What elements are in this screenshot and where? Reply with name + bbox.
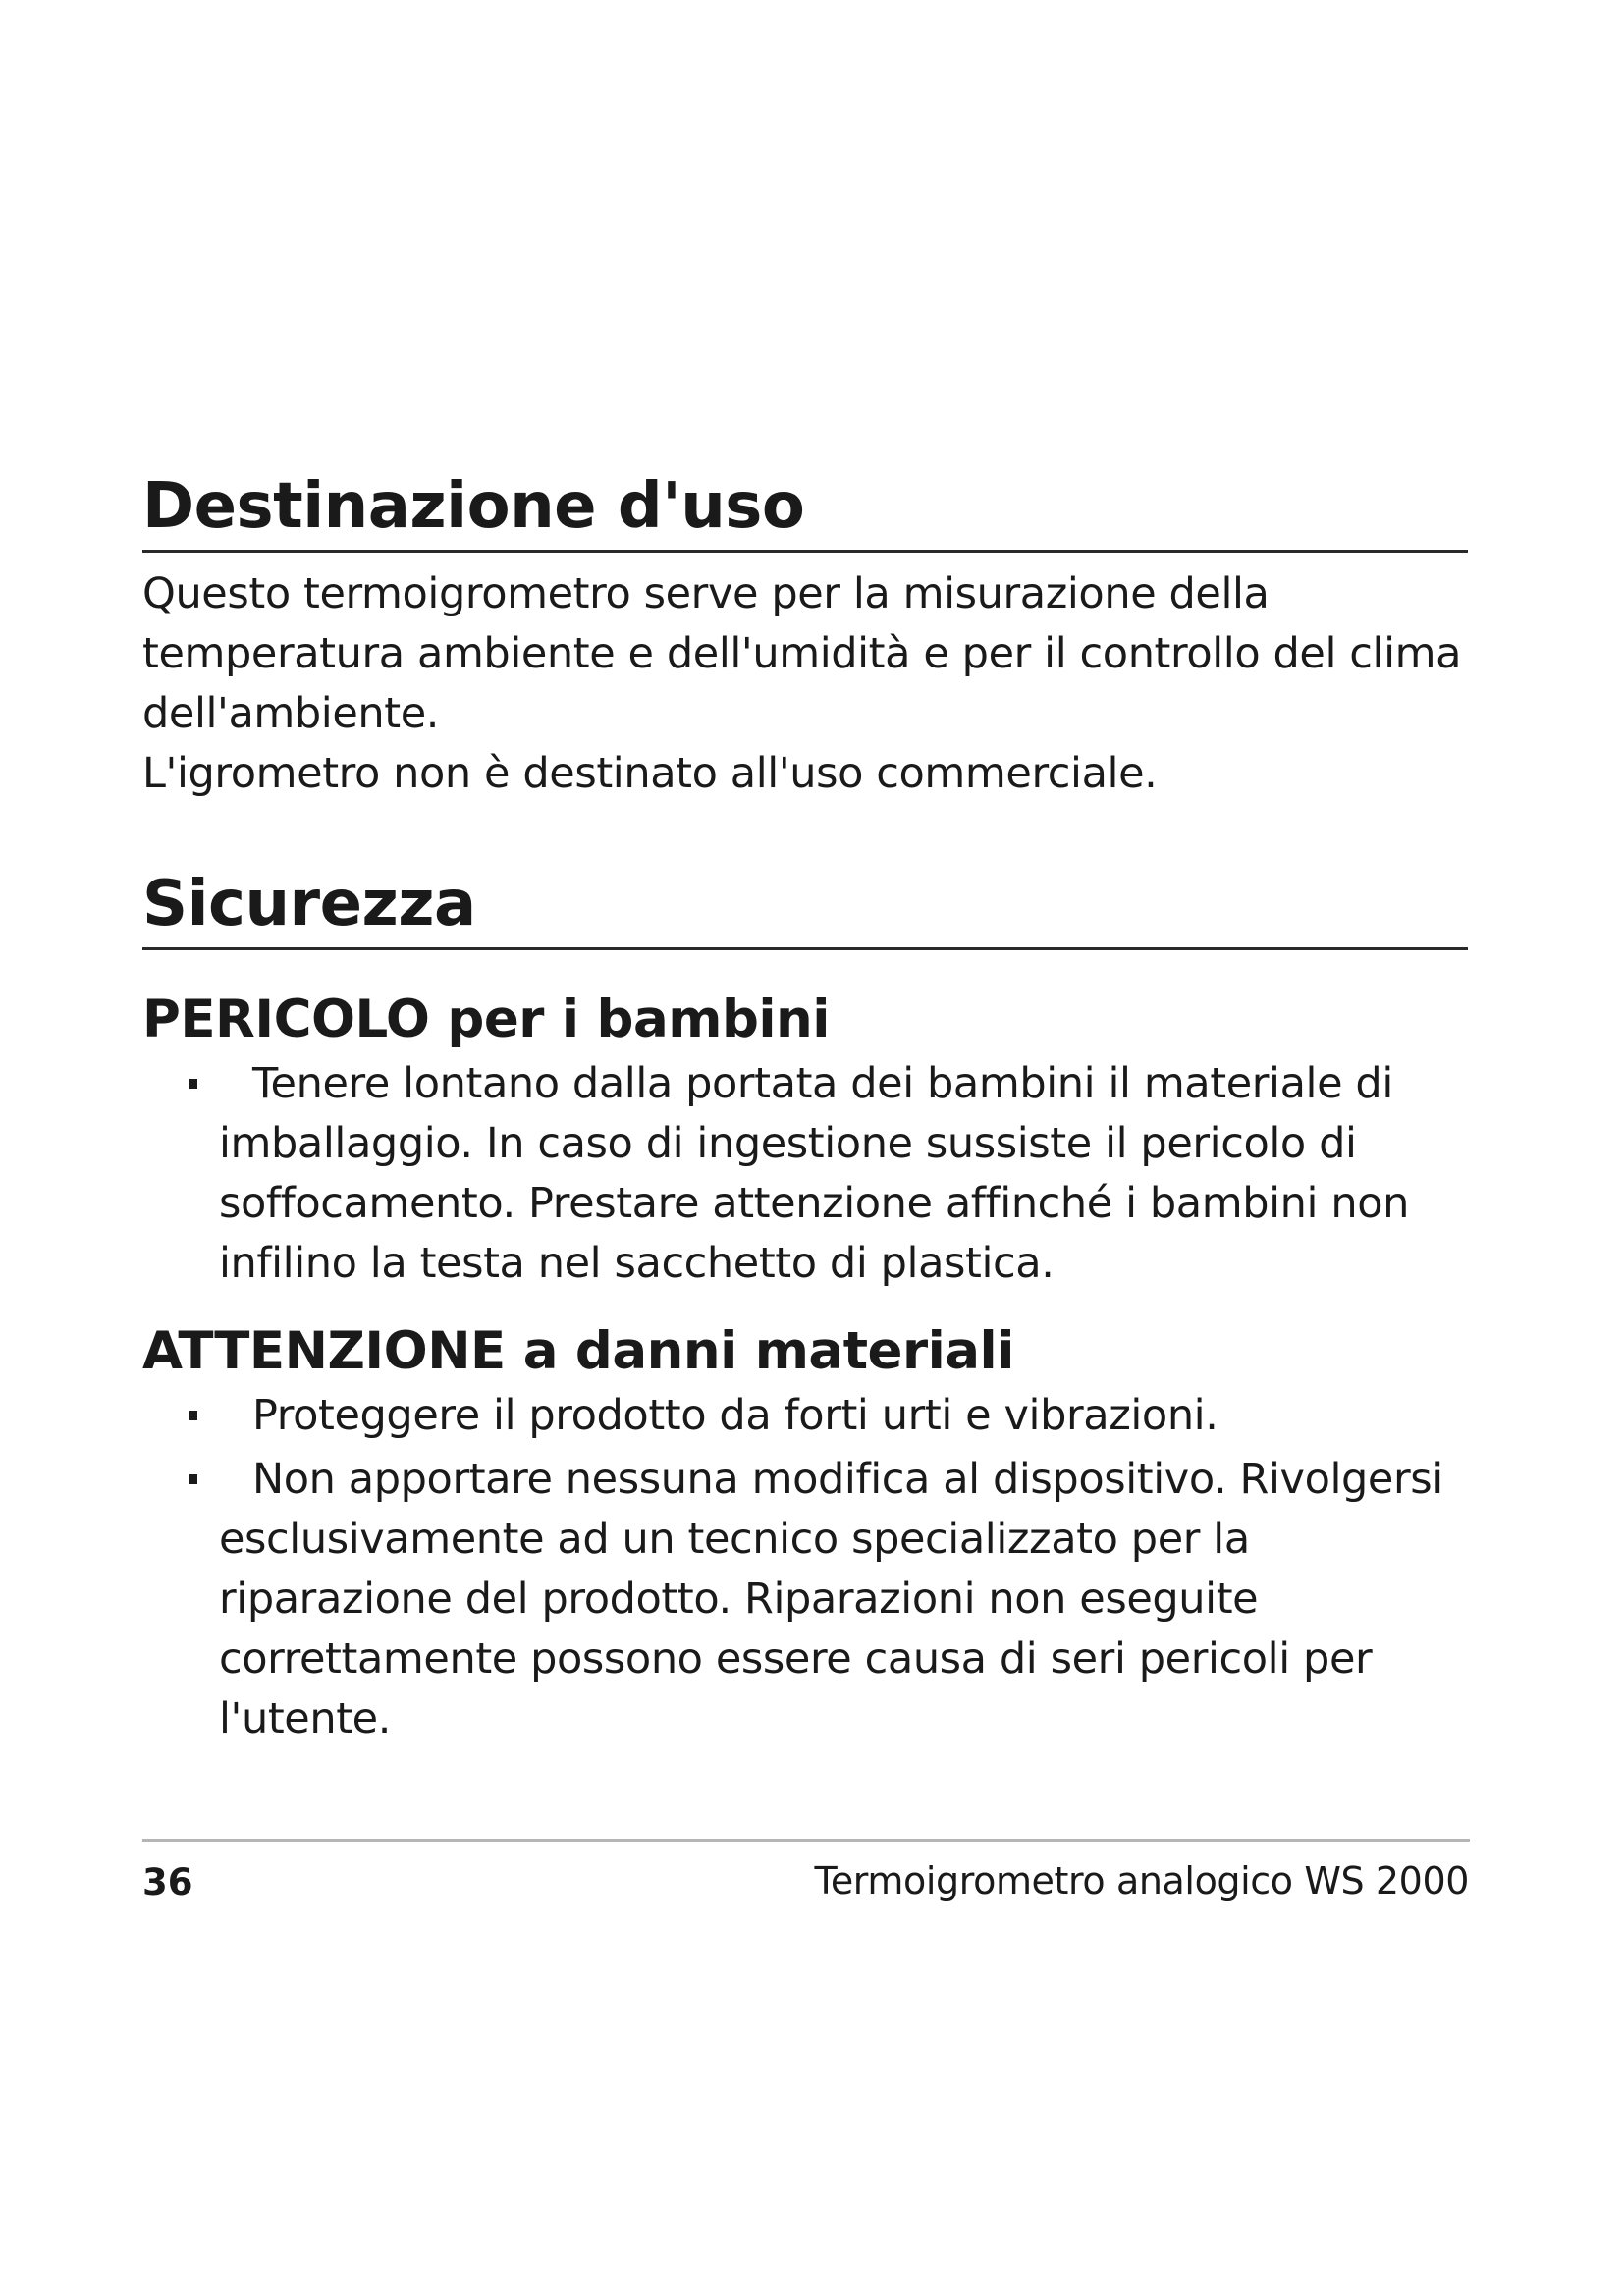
intended-use-section bbox=[142, 469, 1468, 804]
list-item bbox=[142, 1386, 1468, 1446]
list-item-text: Tenere lontano dalla portata dei bambini il materiale di imballaggio. In caso di ingestione sussiste il pericolo di soffocamento. Prestare attenzione affinché i bambini non infilino la testa nel sacchetto di plastica. bbox=[219, 1059, 1409, 1288]
page-number: 36 bbox=[142, 1861, 193, 1903]
intended-use-paragraph: Questo termoigrometro serve per la misurazione della temperatura ambiente e dell'umidità e per il controllo del clima dell'ambiente. bbox=[142, 569, 1462, 738]
page-content bbox=[142, 469, 1468, 1749]
material-damage-list bbox=[142, 1386, 1468, 1749]
bullet-square-icon bbox=[189, 1474, 197, 1484]
document-title: Termoigrometro analogico WS 2000 bbox=[814, 1859, 1469, 1902]
material-damage-block bbox=[142, 1317, 1468, 1749]
footer-divider bbox=[142, 1839, 1470, 1842]
danger-children-title: PERICOLO per i bambini bbox=[142, 989, 830, 1049]
section-divider bbox=[142, 550, 1468, 553]
intended-use-note: L'igrometro non è destinato all'uso commerciale. bbox=[142, 749, 1158, 798]
safety-title: Sicurezza bbox=[142, 868, 476, 940]
bullet-square-icon bbox=[189, 1411, 197, 1420]
list-item-text: Proteggere il prodotto da forti urti e vibrazioni. bbox=[252, 1391, 1218, 1440]
bullet-square-icon bbox=[189, 1079, 197, 1089]
section-divider bbox=[142, 947, 1468, 950]
list-item-text: Non apportare nessuna modifica al dispositivo. Rivolgersi esclusivamente ad un tecnico specializzato per la riparazione del prodotto. Riparazioni non eseguite correttamente possono essere causa di seri pericoli per l'utente. bbox=[219, 1455, 1443, 1743]
danger-children-block bbox=[142, 986, 1468, 1294]
material-damage-title: ATTENZIONE a danni materiali bbox=[142, 1321, 1014, 1381]
list-item bbox=[142, 1450, 1468, 1749]
intended-use-title: Destinazione d'uso bbox=[142, 470, 805, 543]
safety-section bbox=[142, 867, 1468, 1749]
list-item bbox=[142, 1054, 1468, 1294]
danger-children-list bbox=[142, 1054, 1468, 1294]
